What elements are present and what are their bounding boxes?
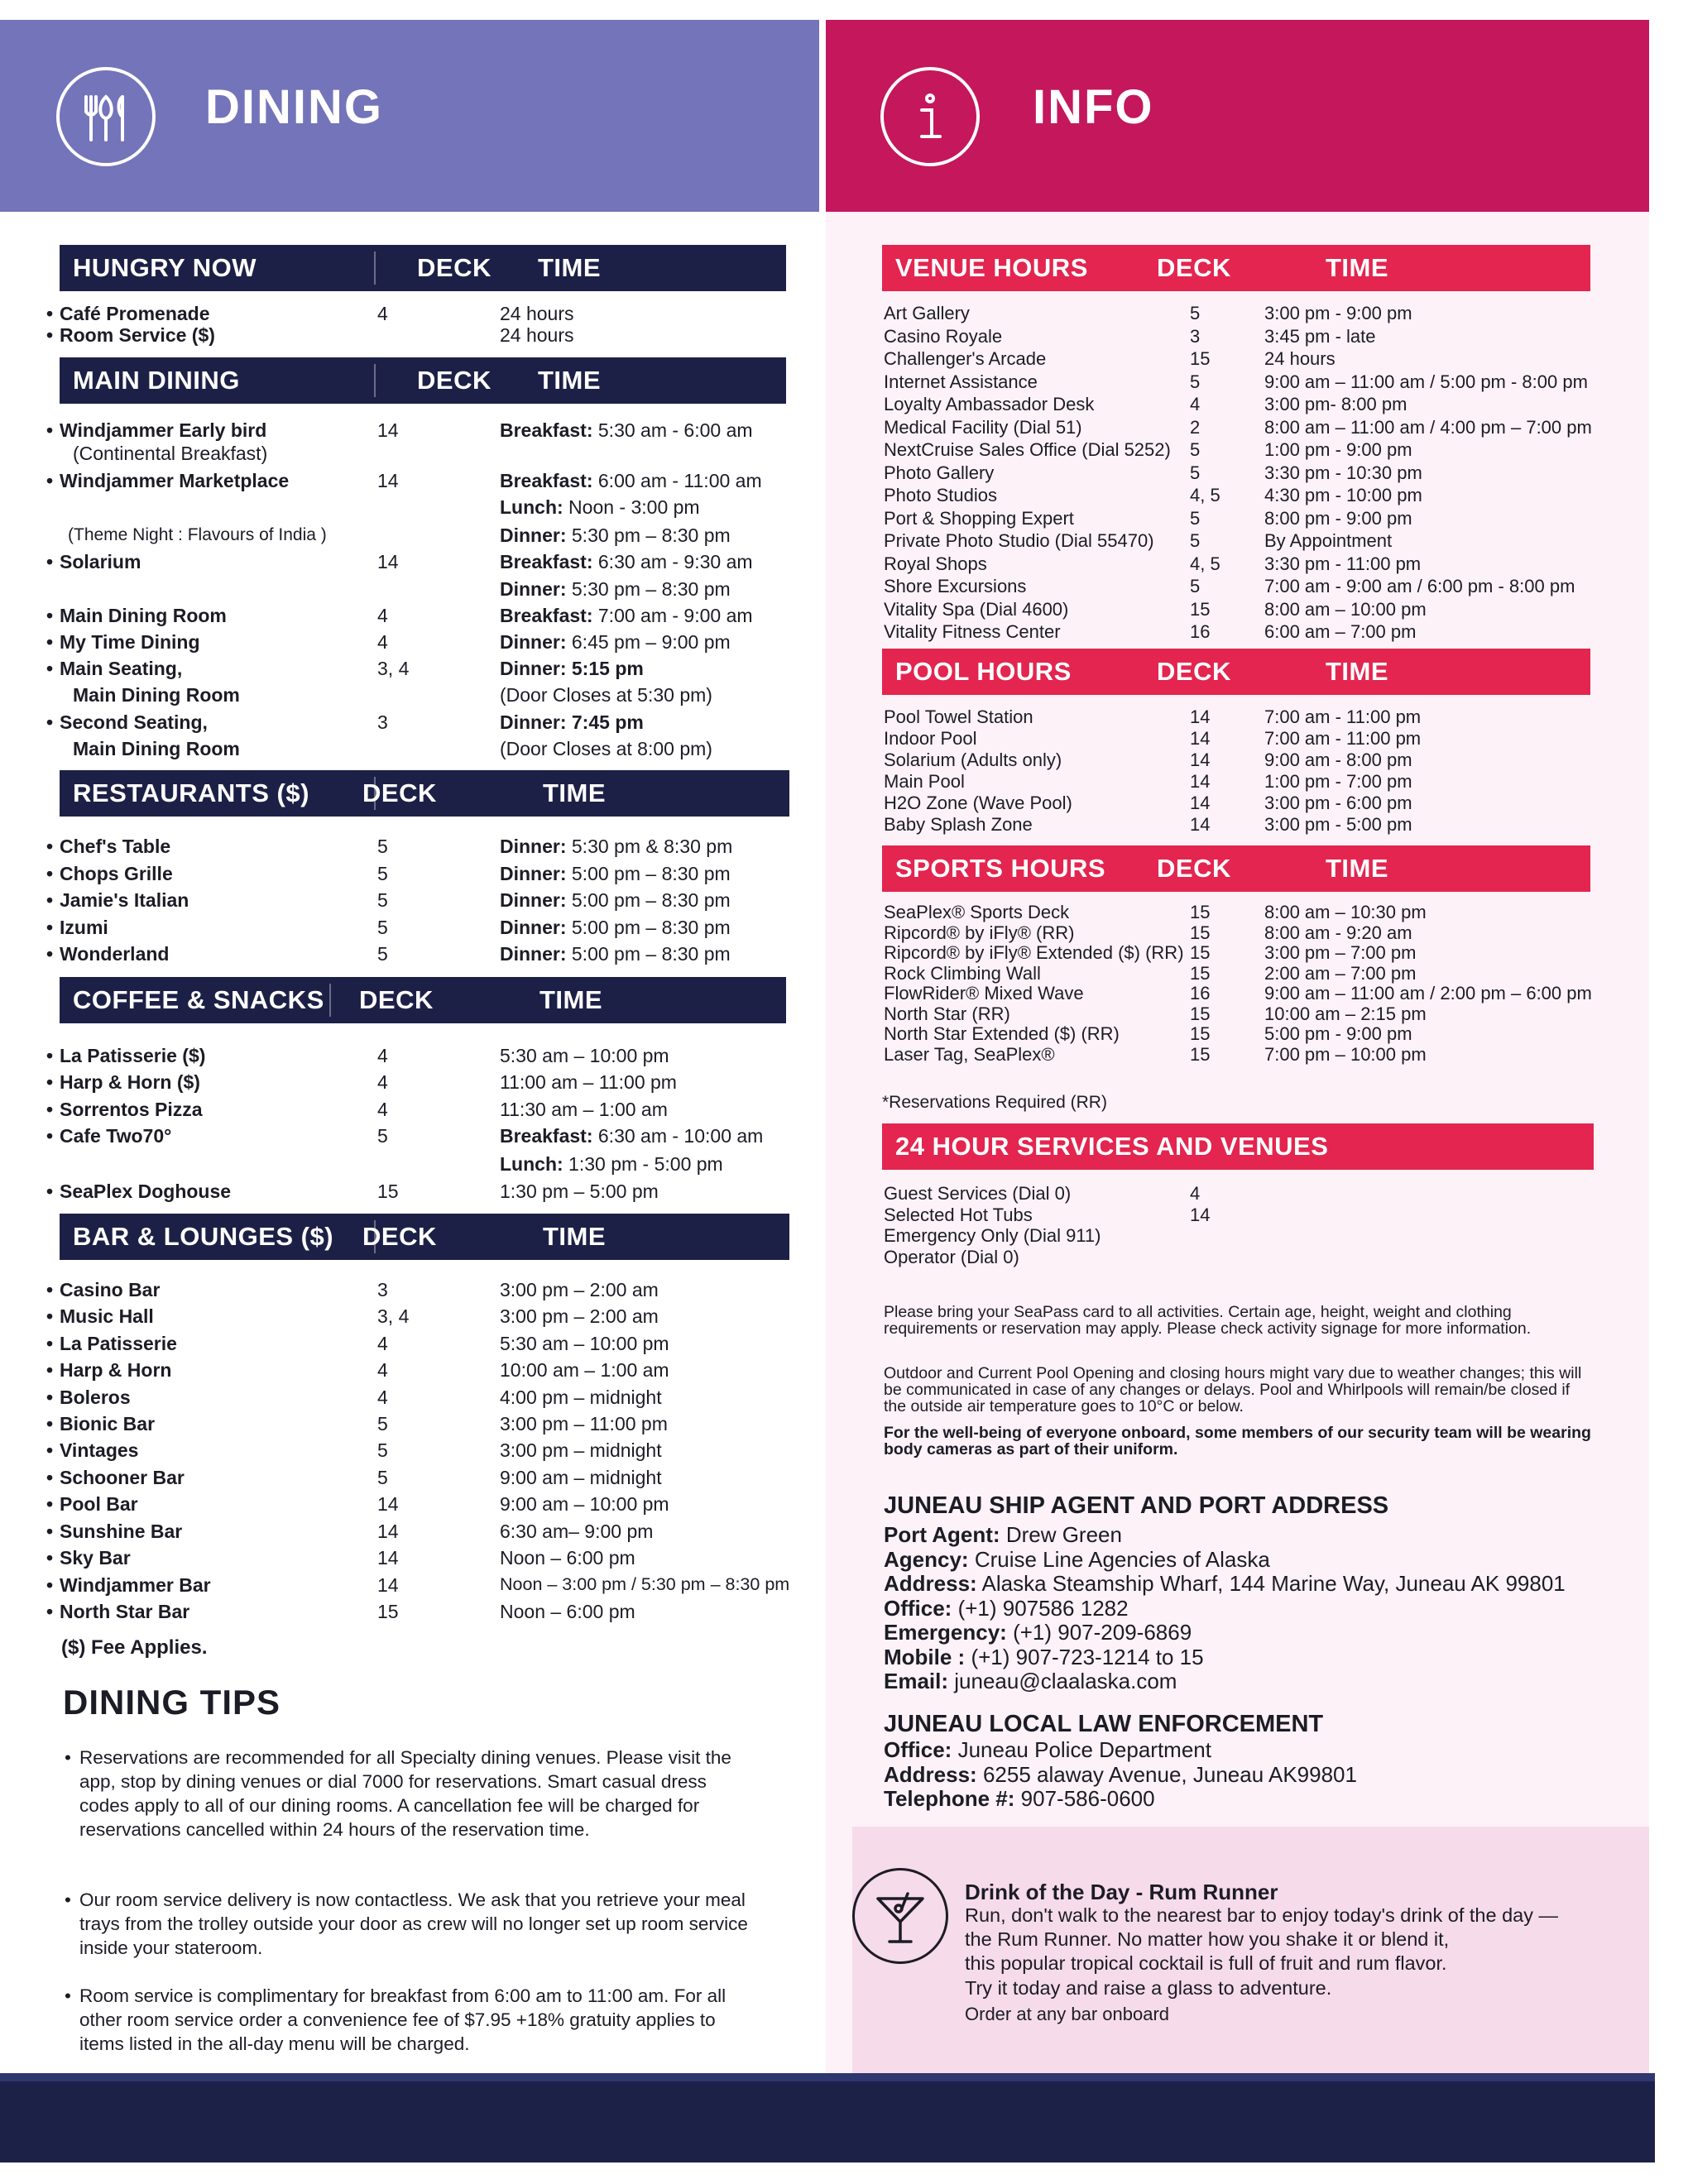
time-heading: TIME bbox=[538, 253, 602, 282]
contact-row bbox=[884, 1670, 1177, 1692]
list-item-name: • Pool Bar bbox=[60, 1495, 138, 1514]
list-item-name: Private Photo Studio (Dial 55470) bbox=[884, 530, 1154, 551]
time-heading: TIME bbox=[1326, 657, 1389, 686]
list-item-time: Dinner: 5:00 pm – 8:30 pm bbox=[500, 863, 731, 884]
list-item-time: 3:00 pm – 7:00 pm bbox=[1264, 942, 1417, 963]
list-item-deck: 5 bbox=[1190, 576, 1201, 596]
list-item-time: 10:00 am – 2:15 pm bbox=[1264, 1003, 1427, 1024]
reservations-note: *Reservations Required (RR) bbox=[882, 1093, 1107, 1112]
list-item-deck: 15 bbox=[1190, 598, 1211, 620]
list-item-name: • Harp & Horn bbox=[60, 1361, 171, 1380]
list-item-name: Port & Shopping Expert bbox=[884, 507, 1074, 529]
pool-notice: Outdoor and Current Pool Opening and closing hours might vary due to weather changes; this will be communicated in case of any changes or delays. Pool and Whirlpools will remain/be closed if the outside air temperature goes to 10°C or below. bbox=[884, 1364, 1582, 1415]
list-item-time: Noon – 6:00 pm bbox=[500, 1601, 635, 1622]
list-item-name: Pool Towel Station bbox=[884, 706, 1033, 727]
list-item-time: Dinner: 5:00 pm – 8:30 pm bbox=[500, 943, 731, 965]
drink-title: Drink of the Day - Rum Runner bbox=[965, 1880, 1278, 1904]
list-item-time: Lunch: 1:30 pm - 5:00 pm bbox=[500, 1153, 723, 1175]
list-item-deck: 15 bbox=[1190, 348, 1211, 369]
list-item-time: 11:00 am – 11:00 pm bbox=[500, 1071, 677, 1093]
list-item-time: 8:00 pm - 9:00 pm bbox=[1264, 507, 1412, 529]
contact-value: (+1) 907-723-1214 to 15 bbox=[971, 1644, 1204, 1669]
list-item-time: 9:00 am – midnight bbox=[500, 1467, 662, 1488]
list-item-name: • Casino Bar bbox=[60, 1281, 160, 1300]
drink-line: the Rum Runner. No matter how you shake it or blend it, bbox=[965, 1928, 1450, 1950]
list-item-deck: 15 bbox=[1190, 922, 1211, 943]
list-item-deck: 4 bbox=[1190, 394, 1201, 414]
list-item-deck: 14 bbox=[1190, 1204, 1211, 1225]
footer-band-edge bbox=[0, 2073, 1655, 2081]
contact-label: Telephone #: bbox=[884, 1786, 1015, 1811]
list-item-name: • La Patisserie ($) bbox=[60, 1046, 205, 1066]
list-item-name: Guest Services (Dial 0) bbox=[884, 1183, 1072, 1204]
contact-label: Email: bbox=[884, 1669, 949, 1693]
drink-line: this popular tropical cocktail is full of fruit and rum flavor. bbox=[965, 1952, 1447, 1974]
list-item-time: 5:30 am – 10:00 pm bbox=[500, 1045, 669, 1066]
venue-hours-header bbox=[882, 245, 1590, 291]
venue-hours-heading: VENUE HOURS bbox=[895, 253, 1088, 282]
contact-value: Juneau Police Department bbox=[957, 1737, 1211, 1762]
list-item-name: • La Patisserie bbox=[60, 1334, 177, 1353]
contact-row bbox=[884, 1597, 1129, 1619]
list-item-time: 24 hours bbox=[500, 324, 574, 346]
list-item-deck: 5 bbox=[377, 943, 388, 965]
bar-lounges-header bbox=[60, 1214, 789, 1260]
restaurants-header bbox=[60, 770, 789, 817]
list-item-name: Vitality Spa (Dial 4600) bbox=[884, 598, 1069, 620]
list-item-time: Breakfast: 6:00 am - 11:00 am bbox=[500, 470, 762, 491]
list-item-time: 3:45 pm - late bbox=[1264, 325, 1376, 347]
list-item-time: 7:00 am - 11:00 pm bbox=[1264, 706, 1422, 727]
list-item-time: 8:00 am – 10:30 pm bbox=[1264, 902, 1427, 922]
law-title: JUNEAU LOCAL LAW ENFORCEMENT bbox=[884, 1711, 1324, 1737]
list-item-time: 1:00 pm - 7:00 pm bbox=[1264, 771, 1412, 792]
list-item-deck: 4 bbox=[377, 1099, 388, 1120]
list-item-name: • Room Service ($) bbox=[60, 326, 215, 345]
list-item-name: • Chops Grille bbox=[60, 864, 173, 884]
contact-label: Mobile : bbox=[884, 1644, 966, 1669]
contact-row bbox=[884, 1621, 1192, 1643]
main-dining-header bbox=[60, 357, 786, 404]
list-item-name: • SeaPlex Doghouse bbox=[60, 1182, 231, 1201]
list-item-name: Baby Splash Zone bbox=[884, 814, 1033, 835]
list-item-name: • Sky Bar bbox=[60, 1549, 131, 1568]
list-item-deck: 4 bbox=[1190, 1183, 1201, 1204]
list-item-name: Photo Studios bbox=[884, 485, 997, 505]
contact-label: Emergency: bbox=[884, 1620, 1007, 1645]
time-heading: TIME bbox=[1326, 854, 1389, 883]
list-item-time: 3:00 pm – midnight bbox=[500, 1439, 662, 1461]
list-item-name: Royal Shops bbox=[884, 553, 987, 574]
drink-line: Try it today and raise a glass to adventure. bbox=[965, 1977, 1332, 1999]
list-item-name: • My Time Dining bbox=[60, 633, 200, 652]
list-item-name: Photo Gallery bbox=[884, 462, 995, 483]
sports-hours-header bbox=[882, 845, 1590, 892]
list-item-deck: 15 bbox=[1190, 1043, 1211, 1065]
list-item-time: 6:00 am – 7:00 pm bbox=[1264, 621, 1417, 642]
list-item-name: Internet Assistance bbox=[884, 371, 1038, 392]
list-item-deck: 14 bbox=[377, 1547, 399, 1569]
list-item-name: • Sunshine Bar bbox=[60, 1522, 182, 1541]
list-item-subtitle: Main Dining Room bbox=[73, 684, 240, 706]
list-item-name: Challenger's Arcade bbox=[884, 348, 1047, 369]
list-item-name: Selected Hot Tubs bbox=[884, 1204, 1033, 1225]
info-header-band bbox=[826, 20, 1649, 212]
list-item-note: (Theme Night : Flavours of India ) bbox=[68, 525, 327, 544]
list-item-name: Vitality Fitness Center bbox=[884, 621, 1061, 642]
list-item-name: Indoor Pool bbox=[884, 728, 977, 749]
contact-row bbox=[884, 1546, 1270, 1572]
list-item-name: FlowRider® Mixed Wave bbox=[884, 983, 1084, 1003]
list-item-deck: 4, 5 bbox=[1190, 553, 1220, 574]
list-item-deck: 5 bbox=[1190, 462, 1201, 483]
list-item-deck: 5 bbox=[1190, 507, 1201, 529]
restaurants-heading: RESTAURANTS ($) bbox=[73, 778, 309, 807]
services-header bbox=[882, 1123, 1594, 1170]
list-item-time: Noon – 6:00 pm bbox=[500, 1547, 635, 1569]
list-item-time: 8:00 am – 10:00 pm bbox=[1264, 598, 1427, 620]
list-item-time: Breakfast: 5:30 am - 6:00 am bbox=[500, 419, 753, 441]
list-item-time: Lunch: Noon - 3:00 pm bbox=[500, 496, 700, 518]
time-heading: TIME bbox=[538, 366, 602, 395]
dining-tip: • Room service is complimentary for breakfast from 6:00 am to 11:00 am. For all other room service order a convenience fee of $7.95 +18% gratuity applies to items listed in the all-day menu will be charged. bbox=[79, 1984, 758, 2056]
deck-heading: DECK bbox=[1157, 854, 1231, 883]
list-item-name: • Vintages bbox=[60, 1441, 138, 1460]
list-item-deck: 14 bbox=[1190, 750, 1211, 770]
list-item-time: 9:00 am – 11:00 am / 5:00 pm - 8:00 pm bbox=[1264, 371, 1588, 392]
list-item-deck: 5 bbox=[1190, 439, 1201, 460]
list-item-time: Dinner: 5:30 pm & 8:30 pm bbox=[500, 836, 733, 857]
list-item-time: Breakfast: 6:30 am - 10:00 am bbox=[500, 1125, 764, 1147]
list-item-name: • Windjammer Marketplace bbox=[60, 472, 289, 491]
contact-label: Office: bbox=[884, 1595, 952, 1621]
contact-label: Address: bbox=[884, 1571, 977, 1596]
list-item-time: 7:00 am - 11:00 pm bbox=[1264, 728, 1422, 749]
dining-header-band bbox=[0, 20, 819, 212]
list-item-time: 1:30 pm – 5:00 pm bbox=[500, 1181, 659, 1202]
list-item-name: • North Star Bar bbox=[60, 1602, 189, 1621]
list-item-time: 3:30 pm - 11:00 pm bbox=[1264, 553, 1422, 574]
list-item-deck: 4 bbox=[377, 1045, 388, 1066]
contact-row bbox=[884, 1646, 1204, 1668]
list-item-name: • Cafe Two70° bbox=[60, 1127, 171, 1146]
list-item-time: 3:00 pm – 2:00 am bbox=[500, 1279, 659, 1300]
list-item-time: 3:00 pm – 11:00 pm bbox=[500, 1413, 668, 1434]
services-heading: 24 HOUR SERVICES AND VENUES bbox=[895, 1132, 1329, 1161]
list-item-name: Casino Royale bbox=[884, 325, 1003, 347]
list-item-name: Medical Facility (Dial 51) bbox=[884, 416, 1082, 438]
list-item-time: 5:30 am – 10:00 pm bbox=[500, 1333, 669, 1354]
list-item-name: Ripcord® by iFly® Extended ($) (RR) bbox=[884, 942, 1184, 963]
list-item-time: 8:00 am – 11:00 am / 4:00 pm – 7:00 pm bbox=[1264, 416, 1592, 438]
list-item-note: (Door Closes at 5:30 pm) bbox=[500, 684, 712, 706]
contact-value: (+1) 907586 1282 bbox=[957, 1595, 1129, 1621]
list-item-name: • Main Dining Room bbox=[60, 606, 227, 625]
list-item-name: • Solarium bbox=[60, 553, 141, 572]
list-item-time: 7:00 am - 9:00 am / 6:00 pm - 8:00 pm bbox=[1264, 576, 1575, 596]
list-item-time: Breakfast: 7:00 am - 9:00 am bbox=[500, 605, 753, 626]
drink-line: Order at any bar onboard bbox=[965, 2004, 1170, 2024]
list-item-deck: 14 bbox=[377, 551, 399, 572]
list-item-deck: 14 bbox=[1190, 771, 1211, 792]
contact-value: (+1) 907-209-6869 bbox=[1013, 1620, 1192, 1645]
list-item-note: (Door Closes at 8:00 pm) bbox=[500, 738, 712, 759]
list-item-deck: 2 bbox=[1190, 416, 1201, 438]
list-item-name: North Star (RR) bbox=[884, 1003, 1010, 1024]
list-item-time: 3:00 pm - 6:00 pm bbox=[1264, 793, 1412, 813]
list-item-name: SeaPlex® Sports Deck bbox=[884, 902, 1070, 922]
fee-note: ($) Fee Applies. bbox=[61, 1636, 208, 1659]
list-item-deck: 16 bbox=[1190, 621, 1211, 642]
fork-knife-spoon-icon bbox=[56, 67, 156, 166]
list-item-time: By Appointment bbox=[1264, 530, 1393, 551]
time-heading: TIME bbox=[543, 778, 607, 807]
coffee-snacks-heading: COFFEE & SNACKS bbox=[73, 985, 324, 1014]
list-item-name: Rock Climbing Wall bbox=[884, 962, 1041, 984]
list-item-deck: 5 bbox=[377, 917, 388, 938]
list-item-deck: 4 bbox=[377, 605, 388, 626]
list-item-time: Dinner: 5:30 pm – 8:30 pm bbox=[500, 578, 731, 600]
list-item-name: • Second Seating, bbox=[60, 713, 208, 732]
list-item-subtitle: (Continental Breakfast) bbox=[73, 443, 268, 464]
contact-value: Cruise Line Agencies of Alaska bbox=[974, 1546, 1270, 1572]
list-item-deck: 4 bbox=[377, 1387, 388, 1408]
list-item-name: • Windjammer Bar bbox=[60, 1576, 211, 1595]
list-item-name: Loyalty Ambassador Desk bbox=[884, 394, 1095, 414]
coffee-snacks-header bbox=[60, 977, 786, 1023]
list-item-deck: 3 bbox=[1190, 325, 1201, 347]
contact-value: 6255 alaway Avenue, Juneau AK99801 bbox=[982, 1761, 1357, 1787]
list-item-name: Ripcord® by iFly® (RR) bbox=[884, 922, 1075, 943]
list-item-time: Dinner: 5:00 pm – 8:30 pm bbox=[500, 889, 731, 911]
hungry-now-header bbox=[60, 245, 786, 291]
info-title: INFO bbox=[1033, 80, 1154, 134]
deck-heading: DECK bbox=[417, 253, 492, 282]
contact-value: juneau@claalaska.com bbox=[954, 1669, 1177, 1693]
list-item-deck: 4, 5 bbox=[1190, 485, 1220, 505]
list-item-time: 3:00 pm - 9:00 pm bbox=[1264, 303, 1412, 323]
list-item-deck: 14 bbox=[377, 419, 399, 441]
security-notice: For the well-being of everyone onboard, some members of our security team will be wearing body cameras as part of their uniform. bbox=[884, 1424, 1591, 1458]
list-item-deck: 14 bbox=[377, 1493, 399, 1515]
contact-row bbox=[884, 1788, 1155, 1809]
dining-title: DINING bbox=[205, 80, 383, 134]
dining-tip: • Reservations are recommended for all Specialty dining venues. Please visit the app, stop by dining venues or dial 7000 for reservations. Smart casual dress codes apply to all of our dining rooms. A cancellation fee will be charged for reservations cancelled within 24 hours of the reservation time. bbox=[79, 1746, 758, 1842]
pool-hours-header bbox=[882, 649, 1590, 695]
list-item-deck: 14 bbox=[377, 470, 399, 491]
list-item-time: Dinner: 7:45 pm bbox=[500, 711, 644, 733]
list-item-time: 11:30 am – 1:00 am bbox=[500, 1099, 668, 1120]
footer-band bbox=[0, 2073, 1655, 2162]
list-item-time: 24 hours bbox=[1264, 348, 1336, 369]
list-item-time: 3:00 pm- 8:00 pm bbox=[1264, 394, 1407, 414]
deck-heading: DECK bbox=[417, 366, 492, 395]
list-item-time: Dinner: 5:30 pm – 8:30 pm bbox=[500, 524, 731, 546]
time-heading: TIME bbox=[543, 1222, 607, 1251]
bar-lounges-heading: BAR & LOUNGES ($) bbox=[73, 1222, 334, 1251]
list-item-time: 3:30 pm - 10:30 pm bbox=[1264, 462, 1422, 483]
list-item-name: • Wonderland bbox=[60, 945, 169, 964]
list-item-deck: 16 bbox=[1190, 983, 1211, 1003]
list-item-deck: 15 bbox=[377, 1601, 399, 1622]
drink-panel-background bbox=[852, 1827, 1649, 2073]
list-item-name: Operator (Dial 0) bbox=[884, 1246, 1019, 1267]
list-item-deck: 5 bbox=[377, 1125, 388, 1147]
list-item-name: Laser Tag, SeaPlex® bbox=[884, 1043, 1055, 1065]
list-item-time: Dinner: 5:00 pm – 8:30 pm bbox=[500, 917, 731, 938]
list-item-name: • Boleros bbox=[60, 1388, 131, 1407]
list-item-deck: 15 bbox=[1190, 1023, 1211, 1044]
contact-value: Alaska Steamship Wharf, 144 Marine Way, Juneau AK 99801 bbox=[981, 1571, 1566, 1596]
list-item-deck: 5 bbox=[1190, 530, 1201, 551]
list-item-deck: 5 bbox=[377, 836, 388, 857]
time-heading: TIME bbox=[539, 985, 603, 1014]
list-item-deck: 3, 4 bbox=[377, 1305, 410, 1327]
dining-tips-title: DINING TIPS bbox=[63, 1683, 281, 1722]
deck-heading: DECK bbox=[362, 778, 437, 807]
list-item-time: 3:00 pm – 2:00 am bbox=[500, 1305, 659, 1327]
list-item-name: • Chef's Table bbox=[60, 837, 170, 856]
list-item-name: • Café Promenade bbox=[60, 304, 210, 323]
list-item-deck: 3 bbox=[377, 1279, 388, 1300]
list-item-time: Dinner: 6:45 pm – 9:00 pm bbox=[500, 631, 731, 653]
list-item-deck: 15 bbox=[1190, 942, 1211, 963]
list-item-time: 8:00 am - 9:20 am bbox=[1264, 922, 1412, 943]
list-item-time: 10:00 am – 1:00 am bbox=[500, 1359, 669, 1381]
list-item-time: Dinner: 5:15 pm bbox=[500, 658, 644, 679]
list-item-deck: 5 bbox=[377, 1439, 388, 1461]
list-item-name: Shore Excursions bbox=[884, 576, 1027, 596]
list-item-time: 2:00 am – 7:00 pm bbox=[1264, 962, 1417, 984]
list-item-time: 9:00 am – 10:00 pm bbox=[500, 1493, 669, 1515]
list-item-time: 6:30 am– 9:00 pm bbox=[500, 1521, 654, 1542]
contact-value: Drew Green bbox=[1005, 1522, 1122, 1547]
contact-row bbox=[884, 1524, 1122, 1545]
sports-hours-heading: SPORTS HOURS bbox=[895, 854, 1106, 883]
list-item-deck: 3 bbox=[377, 711, 388, 733]
list-item-time: 4:00 pm – midnight bbox=[500, 1387, 662, 1408]
contact-label: Port Agent: bbox=[884, 1522, 1000, 1547]
list-item-deck: 14 bbox=[377, 1574, 399, 1596]
list-item-deck: 14 bbox=[377, 1521, 399, 1542]
list-item-deck: 15 bbox=[1190, 902, 1211, 922]
deck-heading: DECK bbox=[1157, 253, 1231, 282]
list-item-name: • Windjammer Early bird bbox=[60, 421, 266, 440]
list-item-time: 9:00 am - 8:00 pm bbox=[1264, 750, 1412, 770]
list-item-name: H2O Zone (Wave Pool) bbox=[884, 793, 1072, 813]
list-item-name: • Main Seating, bbox=[60, 659, 182, 678]
info-icon bbox=[880, 67, 980, 166]
list-item-name: • Izumi bbox=[60, 918, 108, 937]
hungry-now-heading: HUNGRY NOW bbox=[73, 253, 257, 282]
contact-label: Office: bbox=[884, 1737, 952, 1762]
contact-row bbox=[884, 1761, 1357, 1787]
list-item-time: 4:30 pm - 10:00 pm bbox=[1264, 485, 1422, 505]
list-item-time: Breakfast: 6:30 am - 9:30 am bbox=[500, 551, 753, 572]
list-item-deck: 5 bbox=[377, 1467, 388, 1488]
list-item-name: • Harp & Horn ($) bbox=[60, 1073, 200, 1092]
cocktail-icon bbox=[852, 1868, 948, 1964]
list-item-name: • Schooner Bar bbox=[60, 1468, 185, 1487]
list-item-time: 7:00 pm – 10:00 pm bbox=[1264, 1043, 1427, 1065]
list-item-name: Art Gallery bbox=[884, 303, 970, 323]
list-item-time: 5:00 pm - 9:00 pm bbox=[1264, 1023, 1412, 1044]
list-item-deck: 5 bbox=[377, 889, 388, 911]
list-item-deck: 4 bbox=[377, 631, 388, 653]
contact-row bbox=[884, 1739, 1211, 1760]
dining-tip: • Our room service delivery is now contactless. We ask that you retrieve your meal trays from the trolley outside your door as crew will no longer set up room service inside your stateroom. bbox=[79, 1888, 758, 1960]
deck-heading: DECK bbox=[362, 1222, 437, 1251]
list-item-deck: 5 bbox=[1190, 371, 1201, 392]
main-dining-heading: MAIN DINING bbox=[73, 366, 240, 395]
list-item-deck: 4 bbox=[377, 1071, 388, 1093]
contact-label: Address: bbox=[884, 1761, 977, 1787]
list-item-deck: 4 bbox=[377, 1359, 388, 1381]
list-item-deck: 5 bbox=[377, 1413, 388, 1434]
seapass-notice: Please bring your SeaPass card to all activities. Certain age, height, weight and clothing requirements or reservation may apply. Please check activity signage for more information. bbox=[884, 1303, 1532, 1338]
list-item-deck: 4 bbox=[377, 1333, 388, 1354]
time-heading: TIME bbox=[1326, 253, 1389, 282]
pool-hours-heading: POOL HOURS bbox=[895, 657, 1072, 686]
list-item-name: North Star Extended ($) (RR) bbox=[884, 1023, 1120, 1044]
list-item-name: Solarium (Adults only) bbox=[884, 750, 1062, 770]
list-item-deck: 14 bbox=[1190, 728, 1211, 749]
drink-line: Run, don't walk to the nearest bar to enjoy today's drink of the day — bbox=[965, 1904, 1558, 1926]
list-item-name: • Jamie's Italian bbox=[60, 891, 189, 910]
list-item-deck: 15 bbox=[377, 1181, 399, 1202]
list-item-name: NextCruise Sales Office (Dial 5252) bbox=[884, 439, 1171, 460]
list-item-name: Main Pool bbox=[884, 771, 965, 792]
list-item-deck: 15 bbox=[1190, 962, 1211, 984]
list-item-deck: 3, 4 bbox=[377, 658, 410, 679]
list-item-deck: 5 bbox=[377, 863, 388, 884]
list-item-deck: 5 bbox=[1190, 303, 1201, 323]
list-item-time: 1:00 pm - 9:00 pm bbox=[1264, 439, 1412, 460]
list-item-deck: 14 bbox=[1190, 793, 1211, 813]
agent-title: JUNEAU SHIP AGENT AND PORT ADDRESS bbox=[884, 1492, 1389, 1519]
list-item-time: 9:00 am – 11:00 am / 2:00 pm – 6:00 pm bbox=[1264, 983, 1592, 1003]
list-item-name: • Sorrentos Pizza bbox=[60, 1100, 203, 1119]
contact-label: Agency: bbox=[884, 1546, 969, 1572]
list-item-subtitle: Main Dining Room bbox=[73, 738, 240, 759]
list-item-deck: 14 bbox=[1190, 706, 1211, 727]
list-item-deck: 4 bbox=[377, 303, 388, 324]
contact-row bbox=[884, 1573, 1566, 1594]
deck-heading: DECK bbox=[1157, 657, 1231, 686]
list-item-deck: 15 bbox=[1190, 1003, 1211, 1024]
list-item-time: Noon – 3:00 pm / 5:30 pm – 8:30 pm bbox=[500, 1574, 790, 1594]
list-item-time: 24 hours bbox=[500, 303, 574, 324]
contact-value: 907-586-0600 bbox=[1020, 1786, 1155, 1811]
list-item-deck: 14 bbox=[1190, 814, 1211, 835]
list-item-name: • Bionic Bar bbox=[60, 1415, 155, 1434]
deck-heading: DECK bbox=[359, 985, 434, 1014]
list-item-name: • Music Hall bbox=[60, 1307, 154, 1326]
list-item-name: Emergency Only (Dial 911) bbox=[884, 1225, 1101, 1246]
list-item-time: 3:00 pm - 5:00 pm bbox=[1264, 814, 1412, 835]
